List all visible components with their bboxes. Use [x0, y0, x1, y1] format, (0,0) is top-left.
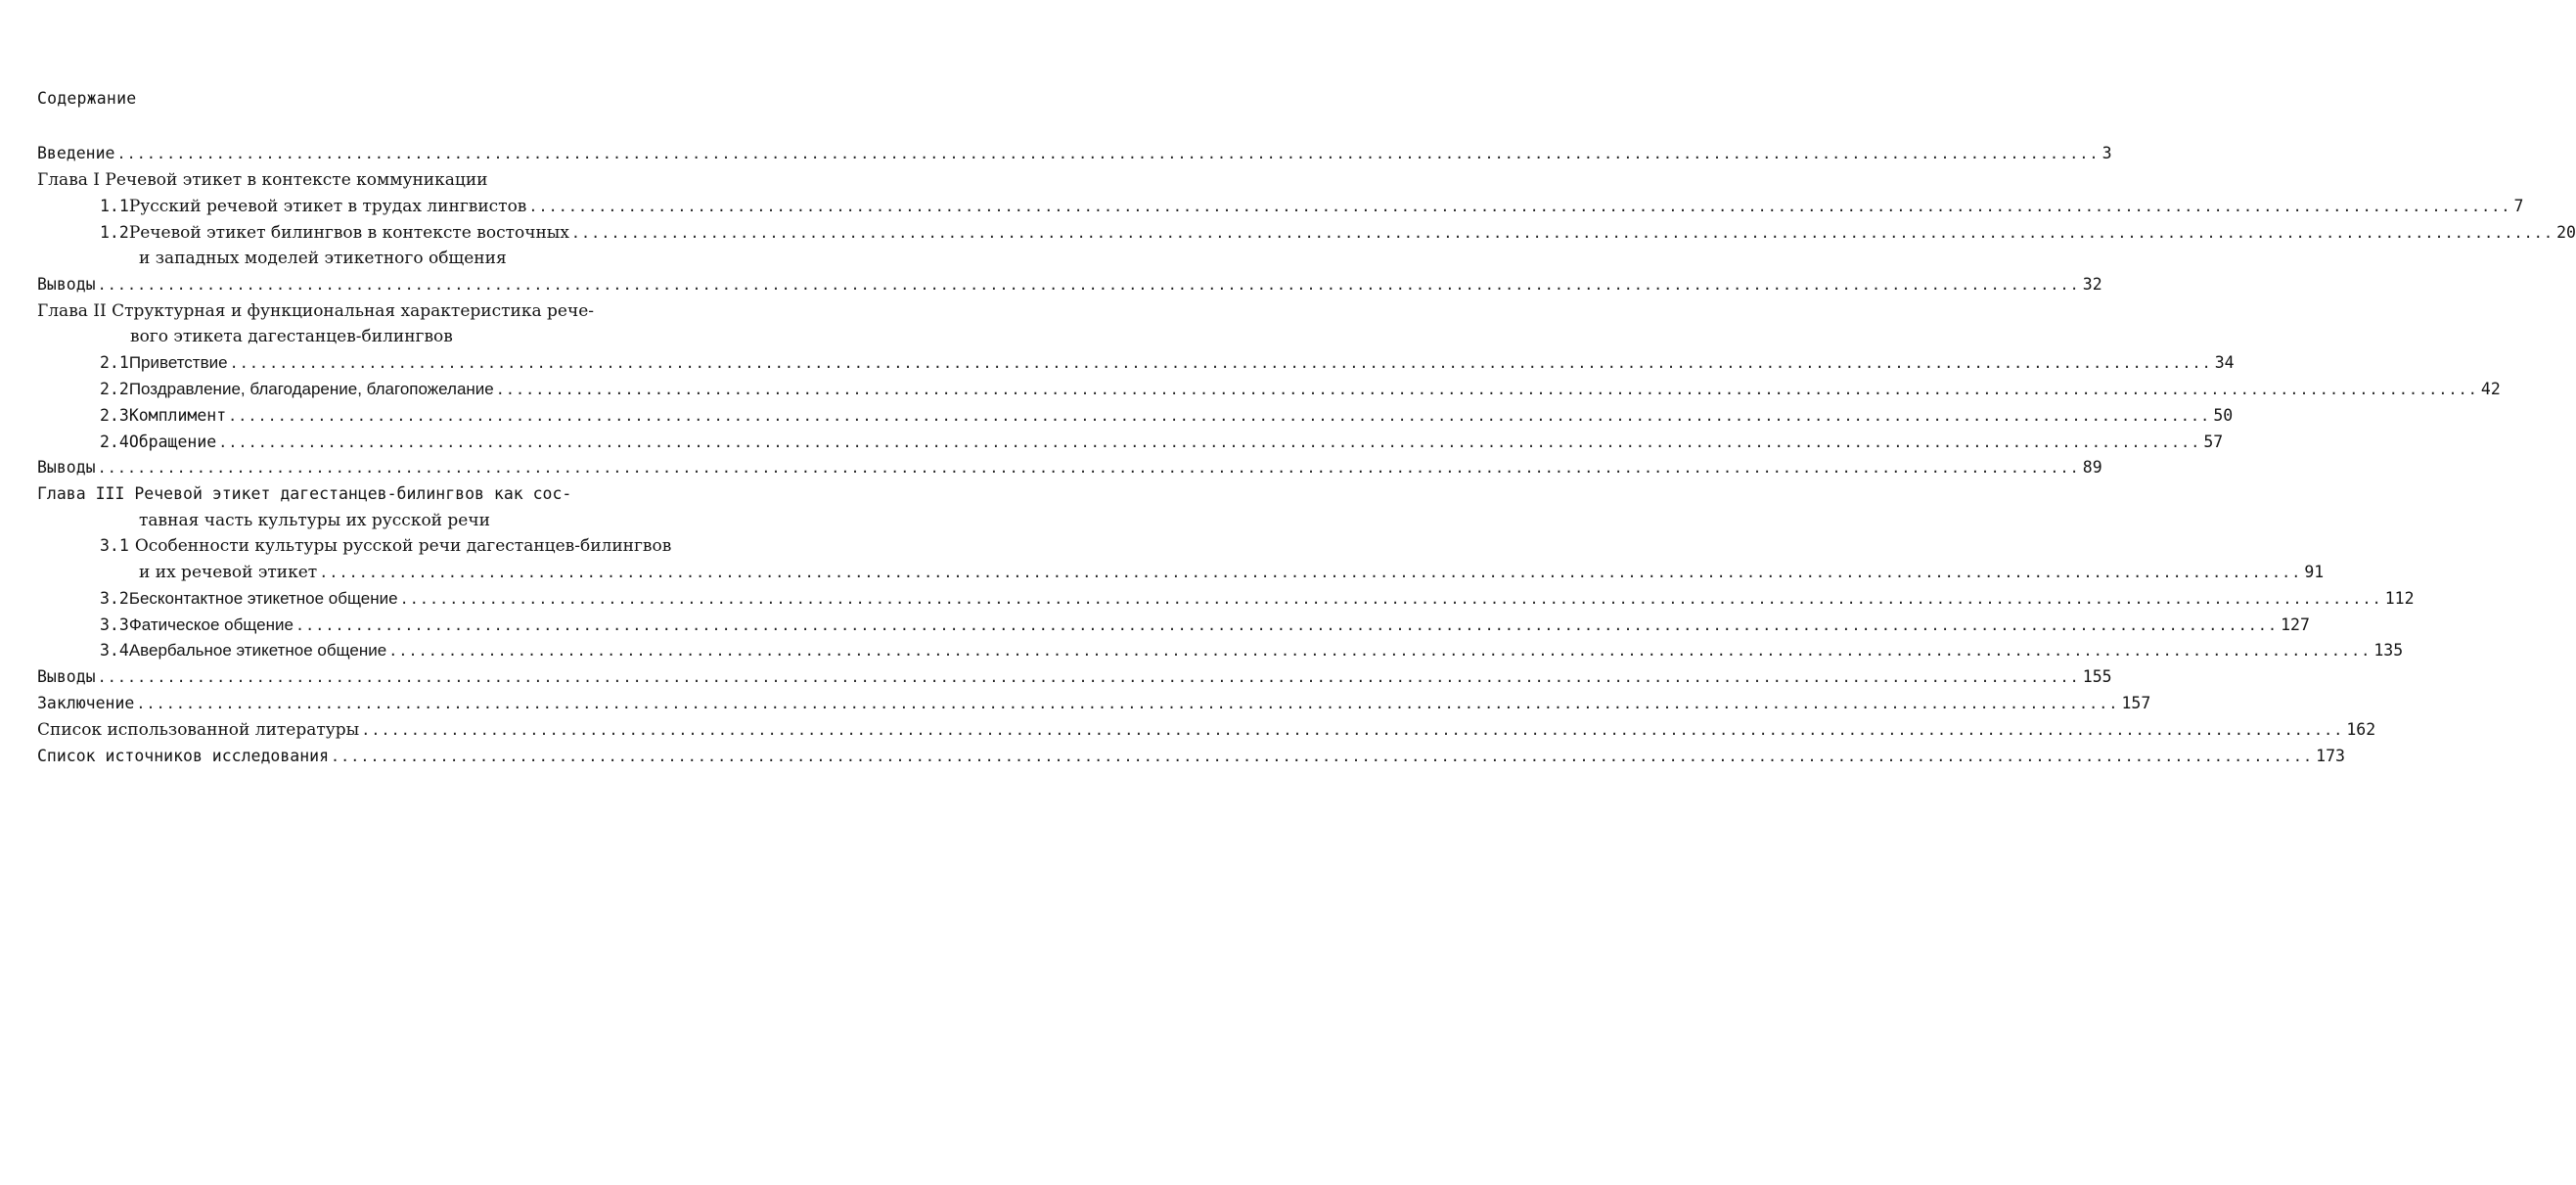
toc-page-number: 7	[2513, 197, 2524, 215]
toc-label: Авербальное этикетное общение	[128, 641, 387, 660]
toc-entry-3-1	[100, 534, 761, 558]
toc-label: Введение	[37, 144, 115, 162]
toc-label: Фатическое общение	[128, 615, 294, 634]
dot-leader: ........................................................................................................................................................................................................	[361, 721, 2344, 739]
toc-section-number: 2.2	[100, 380, 129, 398]
toc-page-number: 20	[2556, 223, 2576, 242]
toc-label: Список источников исследования	[37, 747, 330, 765]
toc-section-number: 3.2	[100, 589, 129, 608]
toc-section-number: 3.1	[100, 536, 129, 555]
toc-label: Поздравление, благодарение, благопожелание	[128, 380, 494, 398]
toc-entry-2-3	[100, 404, 2234, 428]
toc-chapter-2-heading: Глава II Структурная и функциональная характеристика рече-	[37, 301, 595, 321]
dot-leader: ........................................................................................................................................................................................................	[97, 276, 2080, 294]
toc-label: Обращение	[128, 433, 217, 451]
toc-page-number: 89	[2082, 458, 2102, 477]
toc-page-number: 50	[2213, 406, 2234, 425]
toc-entry-ch2-conclusions	[37, 456, 2102, 479]
toc-chapter-3-heading: Глава III Речевой этикет дагестанцев-билингвов как сос-	[37, 484, 572, 503]
toc-label: Выводы	[37, 458, 96, 477]
toc-label: и их речевой этикет	[139, 563, 318, 582]
dot-leader: ........................................................................................................................................................................................................	[294, 616, 2279, 634]
toc-label: Заключение	[37, 694, 135, 712]
toc-entry-2-1	[100, 351, 2235, 375]
toc-label: Комплимент	[128, 406, 227, 425]
toc-label: Выводы	[37, 667, 96, 686]
toc-section-number: 3.4	[100, 641, 129, 660]
toc-page-number: 57	[2203, 433, 2224, 451]
toc-chapter-3-heading-continuation: тавная часть культуры их русской речи	[139, 511, 490, 530]
toc-entry-1-2-continuation: и западных моделей этикетного общения	[139, 249, 507, 268]
toc-page-number: 127	[2281, 615, 2310, 634]
toc-page-number: 135	[2373, 641, 2404, 660]
toc-page-number: 157	[2121, 694, 2151, 712]
toc-label: Выводы	[37, 275, 96, 294]
dot-leader: ........................................................................................................................................................................................................	[388, 642, 2372, 660]
dot-leader: ........................................................................................................................................................................................................	[228, 407, 2211, 425]
dot-leader: ........................................................................................................................................................................................................	[570, 224, 2554, 242]
toc-entry-1-1	[100, 195, 2524, 218]
toc-entry-sources	[37, 745, 2345, 768]
toc-entry-3-2	[100, 587, 2415, 611]
dot-leader: ........................................................................................................................................................................................................	[528, 198, 2511, 215]
toc-label: Речевой этикет билингвов в контексте восточных	[128, 223, 569, 243]
page-title: Содержание	[37, 89, 137, 108]
toc-entry-ch3-conclusions	[37, 665, 2112, 689]
toc-entry-conclusion	[37, 692, 2151, 715]
toc-entry-1-2	[100, 221, 2576, 245]
toc-entry-3-1-continuation	[139, 561, 2325, 584]
toc-entry-intro	[37, 142, 2112, 165]
toc-label: Приветствие	[128, 353, 228, 372]
toc-chapter-1-heading: Глава I Речевой этикет в контексте коммуникации	[37, 170, 488, 190]
dot-leader: ........................................................................................................................................................................................................	[319, 564, 2302, 581]
toc-entry-2-2	[100, 378, 2501, 401]
toc-section-number: 2.4	[100, 433, 129, 451]
toc-page-number: 173	[2316, 747, 2345, 765]
toc-page-number: 162	[2346, 720, 2376, 739]
dot-leader: ........................................................................................................................................................................................................	[331, 748, 2314, 765]
toc-section-number: 3.3	[100, 615, 129, 634]
toc-chapter-2-heading-continuation: вого этикета дагестанцев-билингвов	[130, 327, 453, 346]
toc-label: Русский речевой этикет в трудах лингвистов	[128, 197, 527, 216]
toc-entry-3-4	[100, 639, 2404, 662]
toc-page-number: 34	[2214, 353, 2235, 372]
toc-page-number: 112	[2384, 589, 2415, 608]
dot-leader: ........................................................................................................................................................................................................	[229, 354, 2212, 372]
toc-page-number: 3	[2101, 144, 2112, 162]
toc-entry-2-4	[100, 431, 2224, 454]
toc-entry-references	[37, 718, 2376, 742]
toc-page-number: 91	[2304, 563, 2325, 581]
dot-leader: ........................................................................................................................................................................................................	[116, 145, 2100, 162]
dot-leader: ........................................................................................................................................................................................................	[399, 590, 2382, 608]
toc-section-number: 2.3	[100, 406, 129, 425]
dot-leader: ........................................................................................................................................................................................................	[495, 381, 2478, 398]
dot-leader: ........................................................................................................................................................................................................	[218, 433, 2201, 451]
toc-section-number: 1.1	[100, 197, 129, 215]
toc-page-number: 155	[2082, 667, 2112, 686]
toc-label: Бесконтактное этикетное общение	[128, 589, 398, 608]
toc-entry-3-3	[100, 614, 2310, 637]
toc-section-number: 1.2	[100, 223, 129, 242]
toc-section-number: 2.1	[100, 353, 129, 372]
dot-leader: ........................................................................................................................................................................................................	[97, 459, 2080, 477]
dot-leader: ........................................................................................................................................................................................................	[97, 668, 2080, 686]
dot-leader: ........................................................................................................................................................................................................	[136, 695, 2119, 712]
toc-label: Список использованной литературы	[37, 720, 360, 740]
toc-entry-ch1-conclusions	[37, 273, 2102, 296]
toc-page-number: 32	[2082, 275, 2102, 294]
toc-page-number: 42	[2480, 380, 2501, 398]
toc-label: Особенности культуры русской речи дагестанцев-билингвов	[134, 536, 672, 556]
